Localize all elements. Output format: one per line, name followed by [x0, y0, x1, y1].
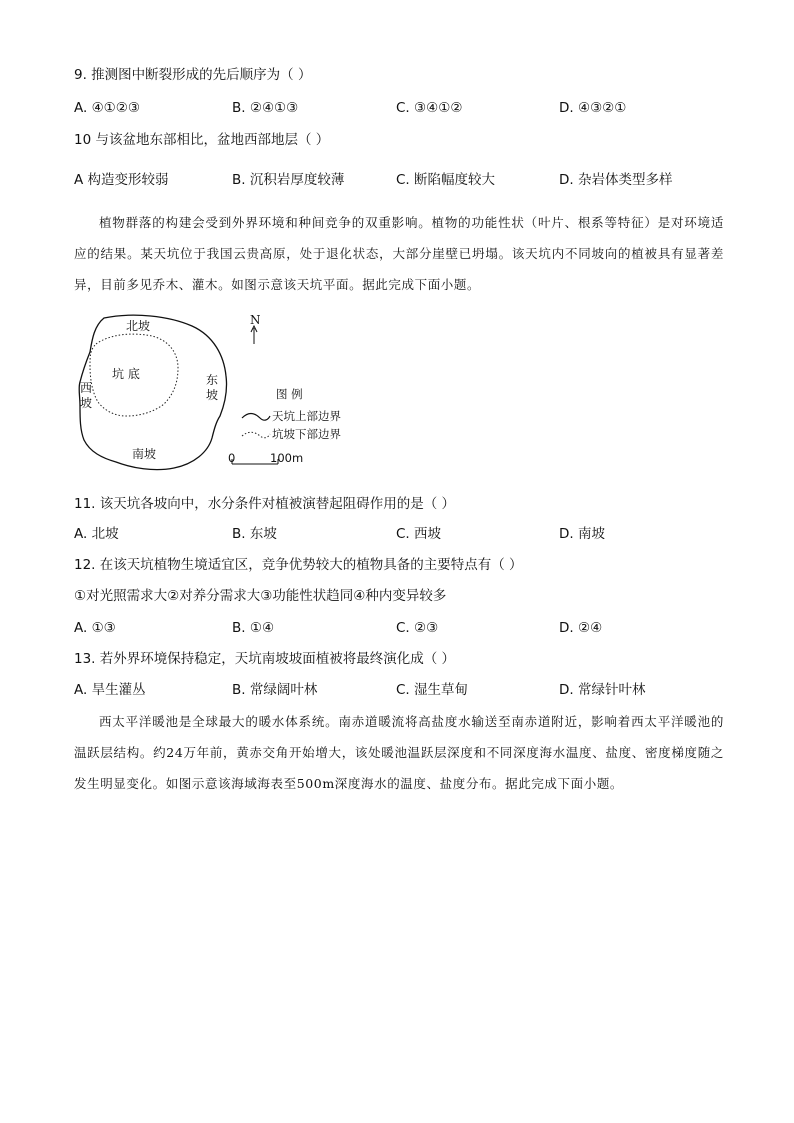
question-12-stem: 12. 在该天坑植物生境适宜区，竞争优势较大的植物具备的主要特点有（ ）: [74, 557, 523, 573]
west-slope-label-1: 西: [80, 381, 93, 395]
legend-upper-line-icon: [242, 414, 270, 421]
question-10-stem: 10 与该盆地东部相比，盆地西部地层（ ）: [74, 132, 330, 148]
question-12-option-a: A. ①③: [74, 620, 116, 636]
question-12-option-d: D. ②④: [559, 620, 603, 636]
east-slope-label-2: 坡: [206, 388, 219, 402]
question-13-option-d: D. 常绿针叶林: [559, 682, 646, 698]
scale-end-label: 100m: [270, 451, 304, 465]
west-slope-label-2: 坡: [80, 396, 93, 410]
question-10-option-c: C. 断陷幅度较大: [396, 172, 496, 188]
question-13-stem: 13. 若外界环境保持稳定，天坑南坡坡面植被将最终演化成（ ）: [74, 651, 456, 667]
question-13-option-b: B. 常绿阔叶林: [232, 682, 318, 698]
question-11-option-a: A. 北坡: [74, 526, 119, 542]
question-10-option-b: B. 沉积岩厚度较薄: [232, 172, 345, 188]
passage-plant-text: 植物群落的构建会受到外界环境和种间竞争的双重影响。植物的功能性状（叶片、根系等特征）是对环境适应的结果。某天坑位于我国云贵高原，处于退化状态，大部分崖壁已坍塌。该天坑内不同坡向的植被具有显著差异，目前多见乔木、灌木。如图示意该天坑平面。据此完成下面小题。: [74, 215, 724, 292]
passage-warm-pool: [74, 706, 724, 799]
question-9-option-d: D. ④③②①: [559, 100, 627, 116]
question-12-statements: ①对光照需求大②对养分需求大③功能性状趋同④种内变异较多: [74, 588, 447, 604]
question-11-option-b: B. 东坡: [232, 526, 277, 542]
question-10-option-d: D. 杂岩体类型多样: [559, 172, 673, 188]
east-slope-label-1: 东: [206, 373, 219, 387]
question-12-option-c: C. ②③: [396, 620, 439, 636]
south-slope-label: 南坡: [132, 447, 157, 461]
question-13-option-a: A. 旱生灌丛: [74, 682, 146, 698]
legend-upper-label: 天坑上部边界: [272, 409, 341, 423]
question-9-stem: 9. 推测图中断裂形成的先后顺序为（ ）: [74, 67, 312, 83]
sinkhole-plan-svg: [74, 312, 374, 477]
sinkhole-plan-figure: [74, 312, 374, 477]
question-11-option-c: C. 西坡: [396, 526, 442, 542]
legend-lower-line-icon: [242, 432, 270, 437]
legend-title: 图 例: [276, 387, 303, 401]
north-arrow-letter: N: [250, 313, 261, 327]
legend-lower-label: 坑坡下部边界: [272, 427, 341, 441]
question-13-option-c: C. 湿生草甸: [396, 682, 469, 698]
question-12-option-b: B. ①④: [232, 620, 275, 636]
passage-plant-community: [74, 207, 724, 300]
question-9-option-b: B. ②④①③: [232, 100, 299, 116]
question-11-option-d: D. 南坡: [559, 526, 605, 542]
question-9-option-c: C. ③④①②: [396, 100, 463, 116]
question-9-option-a: A. ④①②③: [74, 100, 140, 116]
passage-warm-pool-text: 西太平洋暖池是全球最大的暖水体系统。南赤道暖流将高盐度水输送至南赤道附近，影响着西太平洋暖池的温跃层结构。约24万年前，黄赤交角开始增大，该处暖池温跃层深度和不同深度海水温度、盐度、密度梯度随之发生明显变化。如图示意该海域海表至500m深度海水的温度、盐度分布。据此完成下面小题。: [74, 714, 724, 791]
question-11-stem: 11. 该天坑各坡向中，水分条件对植被演替起阻碍作用的是（ ）: [74, 496, 456, 512]
question-10-option-a: A 构造变形较弱: [74, 172, 169, 188]
north-slope-label: 北坡: [126, 319, 151, 333]
pit-floor-label: 坑 底: [112, 367, 140, 381]
scale-zero-label: 0: [228, 451, 236, 465]
